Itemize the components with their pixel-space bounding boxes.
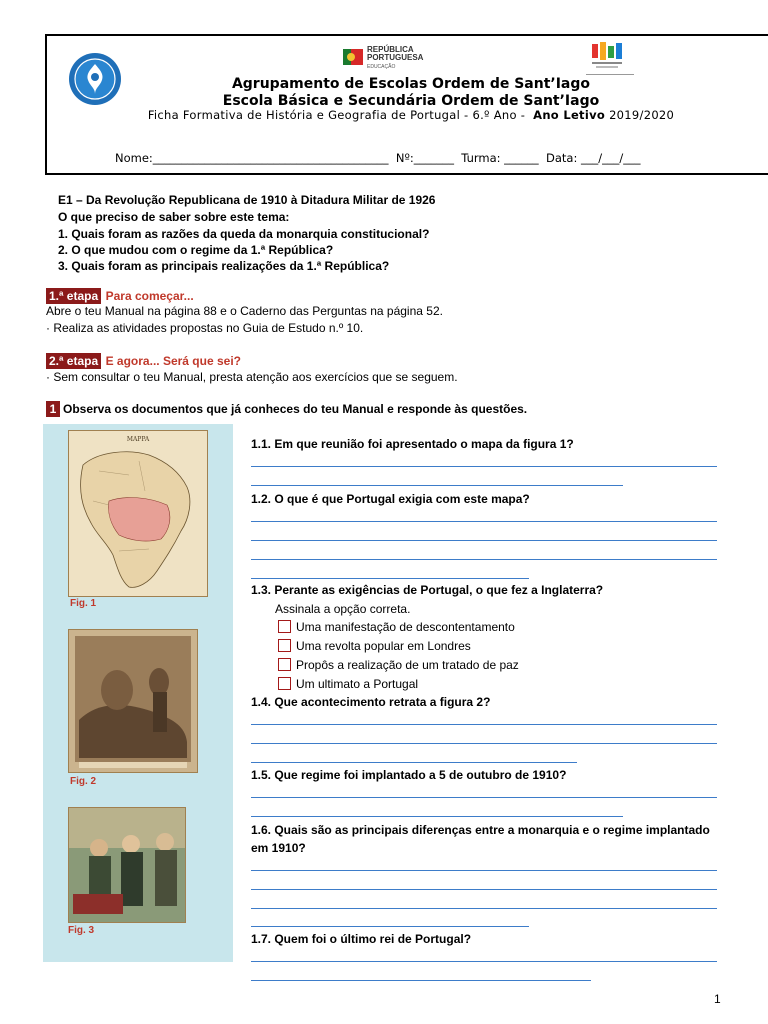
republic-logo-line3: EDUCAÇÃO: [367, 64, 396, 70]
answer-line[interactable]: [251, 485, 623, 486]
stage1-heading: [46, 287, 194, 305]
school-year-label: Ano Letivo: [533, 108, 606, 122]
stage1-badge: 1.ª etapa: [46, 288, 101, 304]
answer-line[interactable]: [251, 540, 717, 541]
stage2-instruction: · Sem consultar o teu Manual, presta atenção aos exercícios que se seguem.: [46, 370, 458, 384]
figures-panel: [43, 424, 233, 962]
option-checkbox[interactable]: [278, 620, 291, 633]
topic-title: E1 – Da Revolução Republicana de 1910 à Ditadura Militar de 1926: [58, 193, 436, 207]
africa-map-image: [69, 431, 207, 596]
map-title: MAPPA: [126, 436, 150, 443]
option-label: Um ultimato a Portugal: [296, 677, 419, 691]
figure-2-label: Fig. 2: [70, 776, 97, 787]
question-1-2: 1.2. O que é que Portugal exigia com este mapa?: [251, 492, 530, 506]
answer-line[interactable]: [251, 926, 529, 927]
figure-3-label: Fig. 3: [68, 925, 95, 936]
worksheet-subtitle: [45, 108, 768, 122]
answer-line[interactable]: [251, 870, 717, 871]
answer-line[interactable]: [251, 466, 717, 467]
objective-2: 2. O que mudou com o regime da 1.ª República?: [58, 243, 334, 257]
page-number: 1: [714, 992, 721, 1006]
stage2-heading: [46, 352, 241, 370]
answer-line[interactable]: [251, 908, 717, 909]
portugal-flag-icon: [343, 49, 363, 65]
objective-3: 3. Quais foram as principais realizações da 1.ª República?: [58, 259, 390, 273]
figure-3-illustration: [68, 807, 186, 923]
engraving-image: [69, 630, 197, 772]
figure-2-engraving: [68, 629, 198, 773]
stage1-title: Para começar...: [105, 289, 194, 303]
figure-1-map: [68, 430, 208, 597]
answer-line[interactable]: [251, 578, 529, 579]
answer-line[interactable]: [251, 762, 577, 763]
option-label: Uma manifestação de descontentamento: [296, 620, 515, 634]
question-1-3: 1.3. Perante as exigências de Portugal, o que fez a Inglaterra?: [251, 583, 604, 597]
republica-portuguesa-logo: [343, 46, 463, 70]
option-label: Propôs a realização de um tratado de paz: [296, 658, 519, 672]
question-1-1: 1.1. Em que reunião foi apresentado o mapa da figura 1?: [251, 437, 574, 451]
republic-logo-line2: PORTUGUESA: [367, 53, 424, 62]
option-checkbox[interactable]: [278, 677, 291, 690]
question-1-3-instruction: Assinala a opção correta.: [275, 602, 411, 616]
question-1-6-continued: em 1910?: [251, 841, 306, 855]
option-checkbox[interactable]: [278, 639, 291, 652]
republic-logo-text: [367, 46, 423, 62]
program-logo-icon: [586, 40, 634, 75]
stage2-title: E agora... Será que sei?: [105, 354, 241, 368]
answer-line[interactable]: [251, 743, 717, 744]
exercise-number-badge: 1: [46, 401, 60, 417]
answer-line[interactable]: [251, 521, 717, 522]
answer-line[interactable]: [251, 961, 717, 962]
answer-line[interactable]: [251, 724, 717, 725]
school-year-value: 2019/2020: [609, 108, 675, 122]
school-group-title: Agrupamento de Escolas Ordem de Sant’Iago: [231, 76, 591, 92]
republic-logo-line1: REPÚBLICA: [367, 45, 414, 54]
answer-line[interactable]: [251, 559, 717, 560]
answer-line[interactable]: [251, 816, 623, 817]
exercise-instruction: Observa os documentos que já conheces do teu Manual e responde às questões.: [63, 402, 528, 416]
option-checkbox[interactable]: [278, 658, 291, 671]
answer-line[interactable]: [251, 797, 717, 798]
question-1-6: 1.6. Quais são as principais diferenças entre a monarquia e o regime implantado: [251, 823, 710, 837]
question-1-4: 1.4. Que acontecimento retrata a figura 2?: [251, 695, 491, 709]
need-to-know-heading: O que preciso de saber sobre este tema:: [58, 210, 290, 224]
stage1-instruction-2: · Realiza as atividades propostas no Guia de Estudo n.º 10.: [46, 321, 364, 335]
question-1-7: 1.7. Quem foi o último rei de Portugal?: [251, 932, 472, 946]
stage2-badge: 2.ª etapa: [46, 353, 101, 369]
answer-line[interactable]: [251, 889, 717, 890]
student-info-fields[interactable]: Nome:_________________________________________ Nº:_______ Turma: ______ Data: ___/___/___: [115, 151, 641, 165]
objective-1: 1. Quais foram as razões da queda da monarquia constitucional?: [58, 227, 430, 241]
stage1-instruction-1: Abre o teu Manual na página 88 e o Caderno das Perguntas na página 52.: [46, 304, 443, 318]
question-1-5: 1.5. Que regime foi implantado a 5 de outubro de 1910?: [251, 768, 567, 782]
figure-1-label: Fig. 1: [70, 598, 97, 609]
answer-line[interactable]: [251, 980, 591, 981]
crowd-illustration-image: [69, 808, 185, 922]
school-name-title: Escola Básica e Secundária Ordem de Sant’Iago: [222, 93, 600, 109]
option-label: Uma revolta popular em Londres: [296, 639, 471, 653]
worksheet-title: Ficha Formativa de História e Geografia de Portugal - 6.º Ano -: [147, 108, 526, 122]
